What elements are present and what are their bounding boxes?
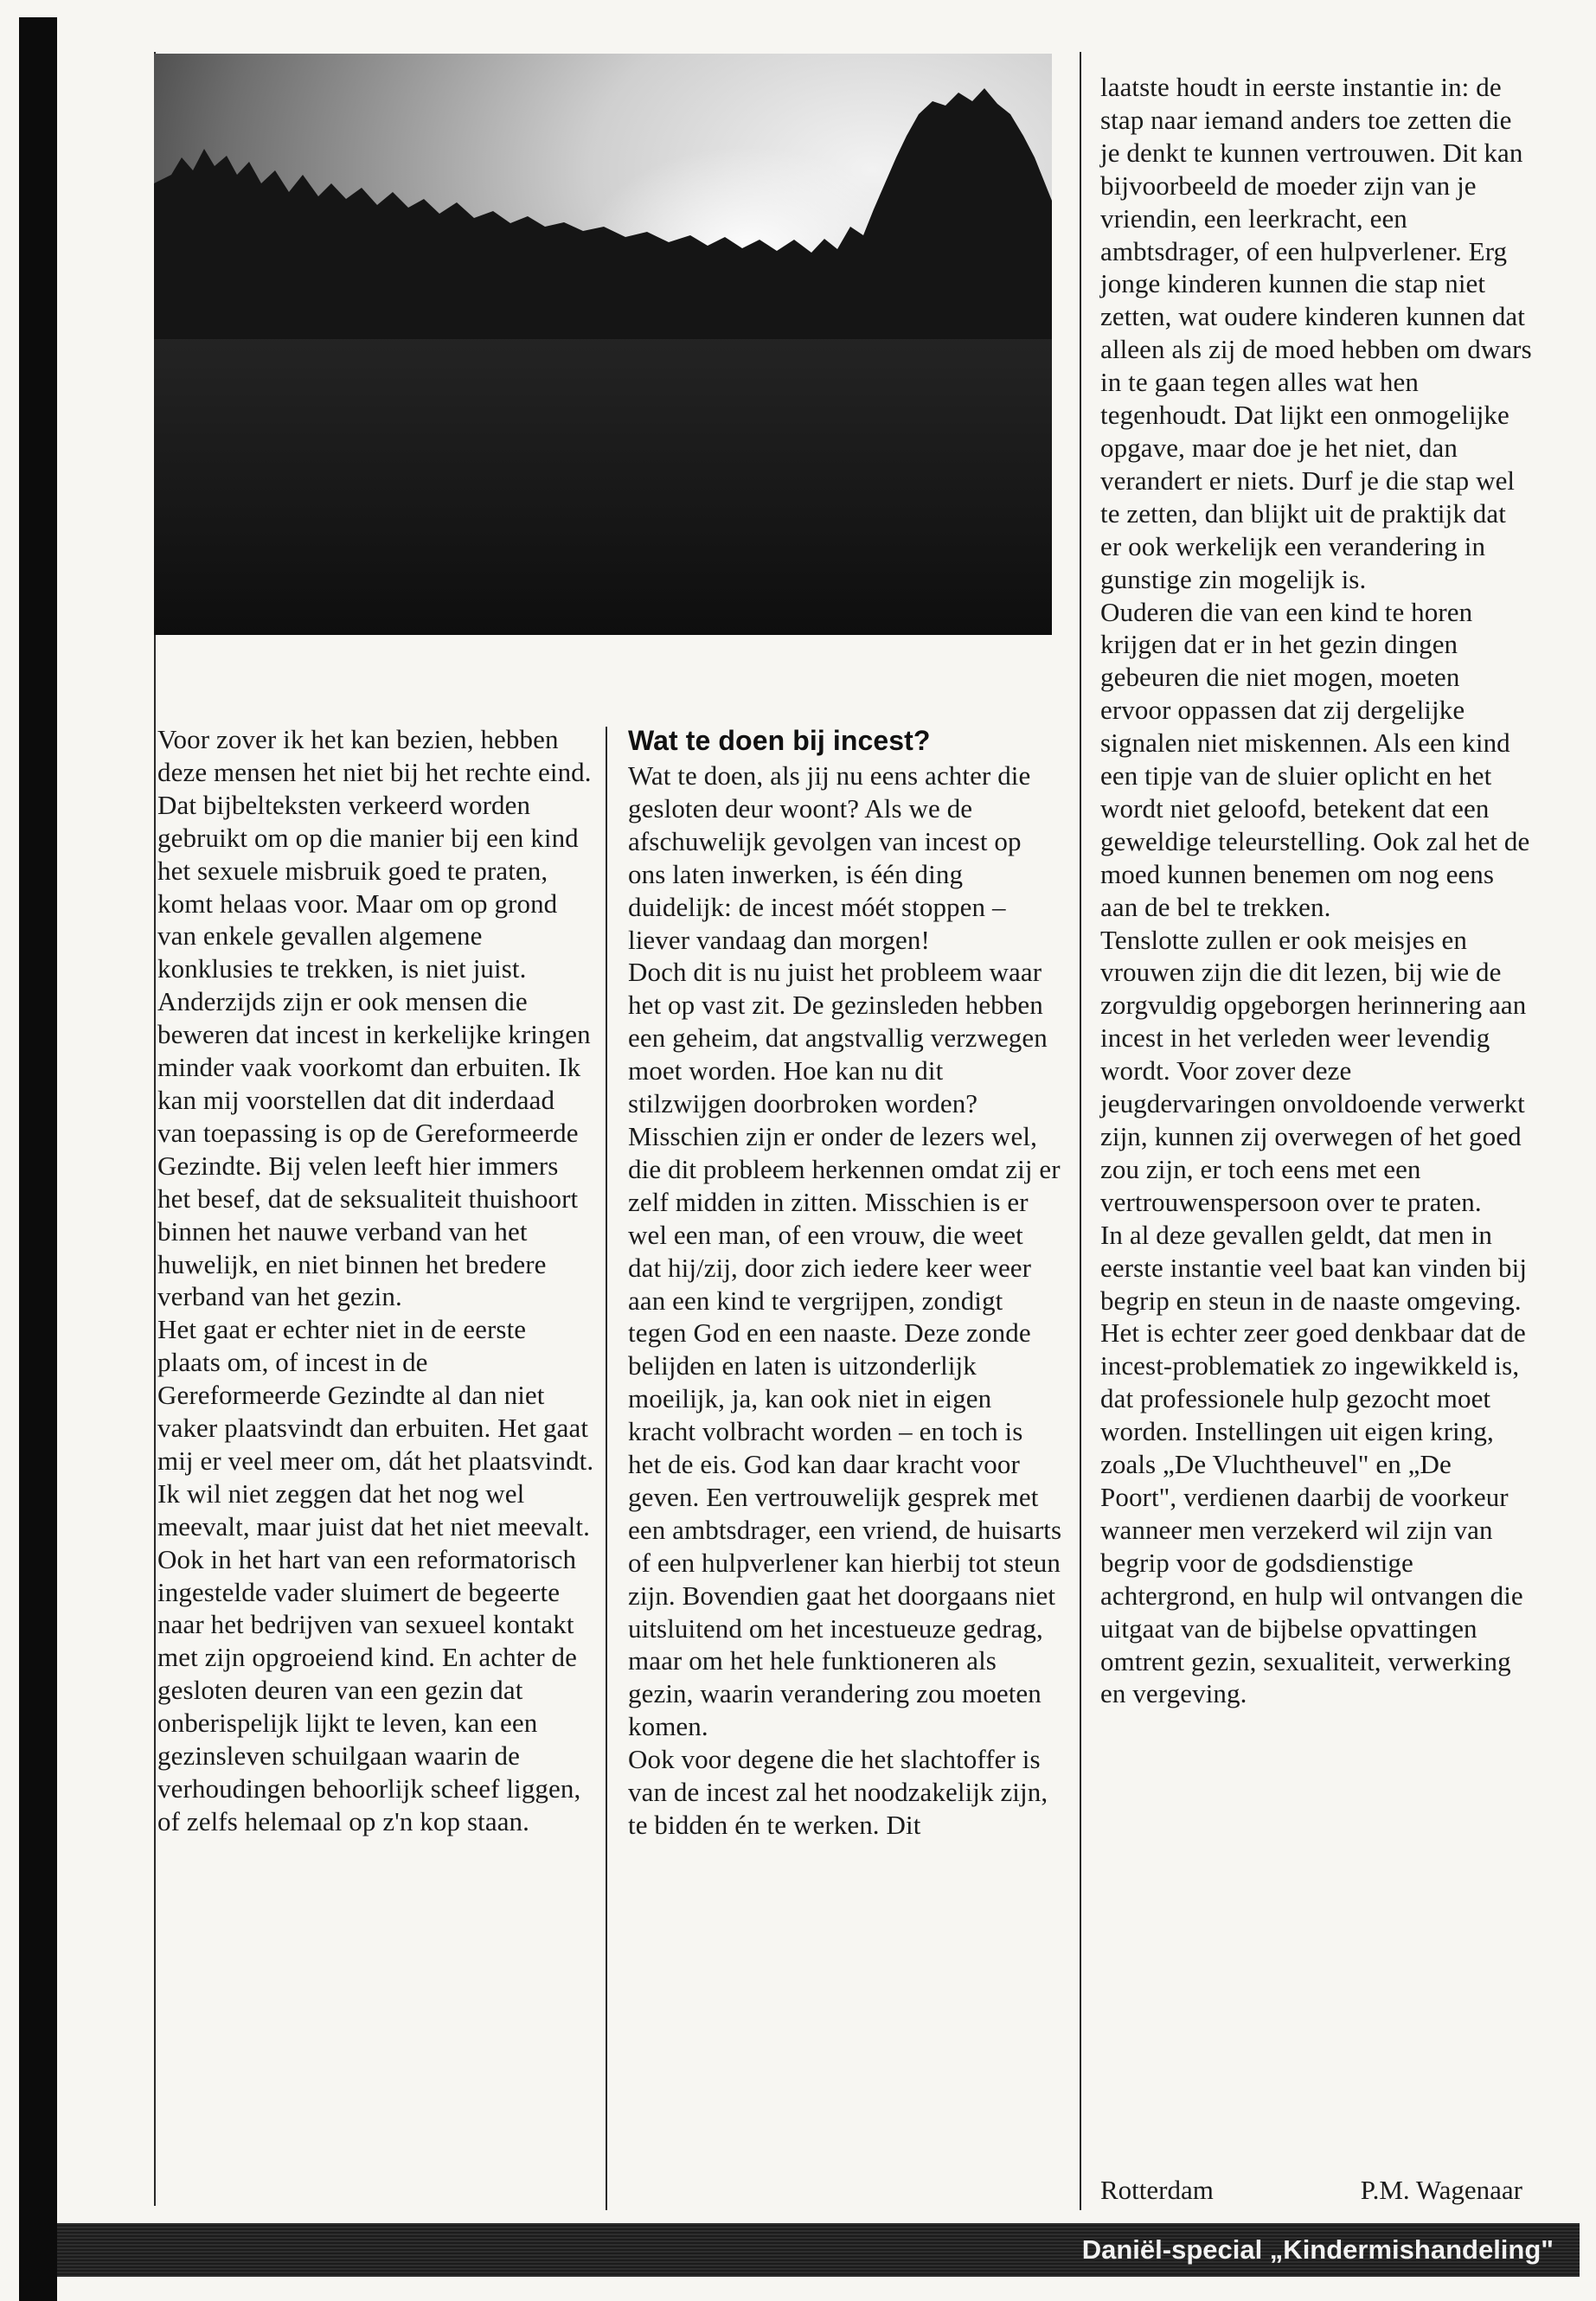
article-column-1: [157, 723, 594, 1838]
byline-place: Rotterdam: [1100, 2175, 1214, 2205]
column-rule-middle: [606, 727, 607, 2210]
page-edge-bar: [19, 17, 57, 2301]
byline-author: P.M. Wagenaar: [1360, 2175, 1522, 2205]
paragraph: Voor zover ik het kan bezien, hebben deze mensen het niet bij het rechte eind. Dat bijbelteksten verkeerd worden gebruikt om op die manier bij een kind het sexuele misbruik goed te praten, komt helaas voor. Maar om op grond van enkele gevallen algemene konklusies te trekken, is niet juist.: [157, 724, 592, 984]
paragraph: Ook voor degene die het slachtoffer is van de incest zal het noodzakelijk zijn, te bidden én te werken. Dit: [628, 1744, 1048, 1840]
footer-band: [57, 2223, 1580, 2277]
paragraph: Wat te doen, als jij nu eens achter die gesloten deur woont? Als we de afschuwelijk gevolgen van incest op ons laten inwerken, is één ding duidelijk: de incest móét stoppen – liever vandaag dan morgen!: [628, 760, 1031, 955]
paragraph: Misschien zijn er onder de lezers wel, die dit probleem herkennen omdat zij er zelf midden in zitten. Misschien is er wel een man, of een vrouw, die weet dat hij/zij, door zich iedere keer weer aan een kind te vergrijpen, zondigt tegen God en een naaste. Deze zonde belijden en laten is uitzonderlijk moeilijk, ja, kan ook niet in eigen kracht volbracht worden – en toch is het de eis. God kan daar kracht voor geven. Een vertrouwelijk gesprek met een ambtsdrager, een vriend, de huisarts of een hulpverlener kan hierbij tot steun zijn. Bovendien gaat het doorgaans niet uitsluitend om het incestueuze gedrag, maar om het hele funktioneren als gezin, waarin verandering zou moeten komen.: [628, 1120, 1062, 1742]
paragraph: Doch dit is nu juist het probleem waar het op vast zit. De gezinsleden hebben een geheim, dat angstvallig verzwegen moet worden. Hoe kan nu dit stilzwijgen doorbroken worden?: [628, 957, 1048, 1119]
article-column-2: [628, 723, 1062, 1842]
section-heading: Wat te doen bij incest?: [628, 725, 931, 756]
paragraph: Het gaat er echter niet in de eerste plaats om, of incest in de Gereformeerde Gezindte al dan niet vaker plaatsvindt dan erbuiten. Het gaat mij er veel meer om, dát het plaatsvindt. Ik wil niet zeggen dat het nog wel meevalt, maar juist dat het niet meevalt. Ook in het hart van een reformatorisch ingestelde vader sluimert de begeerte naar het bedrijven van sexueel kontakt met zijn opgroeiend kind. En achter de gesloten deuren van een gezin dat onberispelijk lijkt te leven, kan een gezinsleven schuilgaan waarin de verhoudingen behoorlijk scheef liggen, of zelfs helemaal op z'n kop staan.: [157, 1314, 594, 1836]
paragraph: Anderzijds zijn er ook mensen die beweren dat incest in kerkelijke kringen minder vaak voorkomt dan erbuiten. Ik kan mij voorstellen dat dit inderdaad van toepassing is op de Gereformeerde Gezindte. Bij velen leeft hier immers het besef, dat de seksualiteit thuishoort binnen het nauwe verband van het huwelijk, en niet binnen het bredere verband van het gezin.: [157, 986, 591, 1312]
sunset-tree-photo-graphic: [154, 54, 1052, 635]
article-column-3: [1100, 71, 1533, 1710]
paragraph: laatste houdt in eerste instantie in: de stap naar iemand anders toe zetten die je denkt te kunnen vertrouwen. Dit kan bijvoorbeeld de moeder zijn van je vriendin, een leerkracht, een ambtsdrager, of een hulpverlener. Erg jonge kinderen kunnen die stap niet zetten, wat oudere kinderen kunnen dat alleen als zij de moed hebben om dwars in te gaan tegen alles wat hen tegenhoudt. Dat lijkt een onmogelijke opgave, maar doe je het niet, dan verandert er niets. Durf je die stap wel te zetten, dan blijkt uit de praktijk dat er ook werkelijk een verandering in gunstige zin mogelijk is.: [1100, 72, 1532, 594]
column-rule-right: [1080, 52, 1081, 2210]
footer-title: Daniël-special „Kindermishandeling": [1081, 2234, 1554, 2265]
paragraph: Tenslotte zullen er ook meisjes en vrouwen zijn die dit lezen, bij wie de zorgvuldig opgeborgen herinnering aan incest in het verleden weer levendig wordt. Voor zover deze jeugdervaringen onvoldoende verwerkt zijn, kunnen zij overwegen of het goed zou zijn, er toch eens met een vertrouwenspersoon over te praten.: [1100, 924, 1527, 1217]
sunset-tree-photo: [154, 54, 1052, 635]
byline: [1100, 2173, 1522, 2208]
paragraph: Ouderen die van een kind te horen krijgen dat er in het gezin dingen gebeuren die niet mogen, moeten ervoor oppassen dat zij dergelijke signalen niet miskennen. Als een kind een tipje van de sluier oplicht en het wordt niet geloofd, betekent dat een geweldige teleurstelling. Ook zal het de moed kunnen benemen om nog eens aan de bel te trekken.: [1100, 596, 1530, 922]
paragraph: In al deze gevallen geldt, dat men in eerste instantie veel baat kan vinden bij begrip en steun in de naaste omgeving. Het is echter zeer goed denkbaar dat de incest-problematiek zo ingewikkeld is, dat professionele hulp gezocht moet worden. Instellingen uit eigen kring, zoals „De Vluchtheuvel" en „De Poort", verdienen daarbij de voorkeur wanneer men verzekerd wil zijn van begrip voor de godsdienstige achtergrond, en hulp wil ontvangen die uitgaat van de bijbelse opvattingen omtrent gezin, sexualiteit, verwerking en vergeving.: [1100, 1219, 1528, 1709]
